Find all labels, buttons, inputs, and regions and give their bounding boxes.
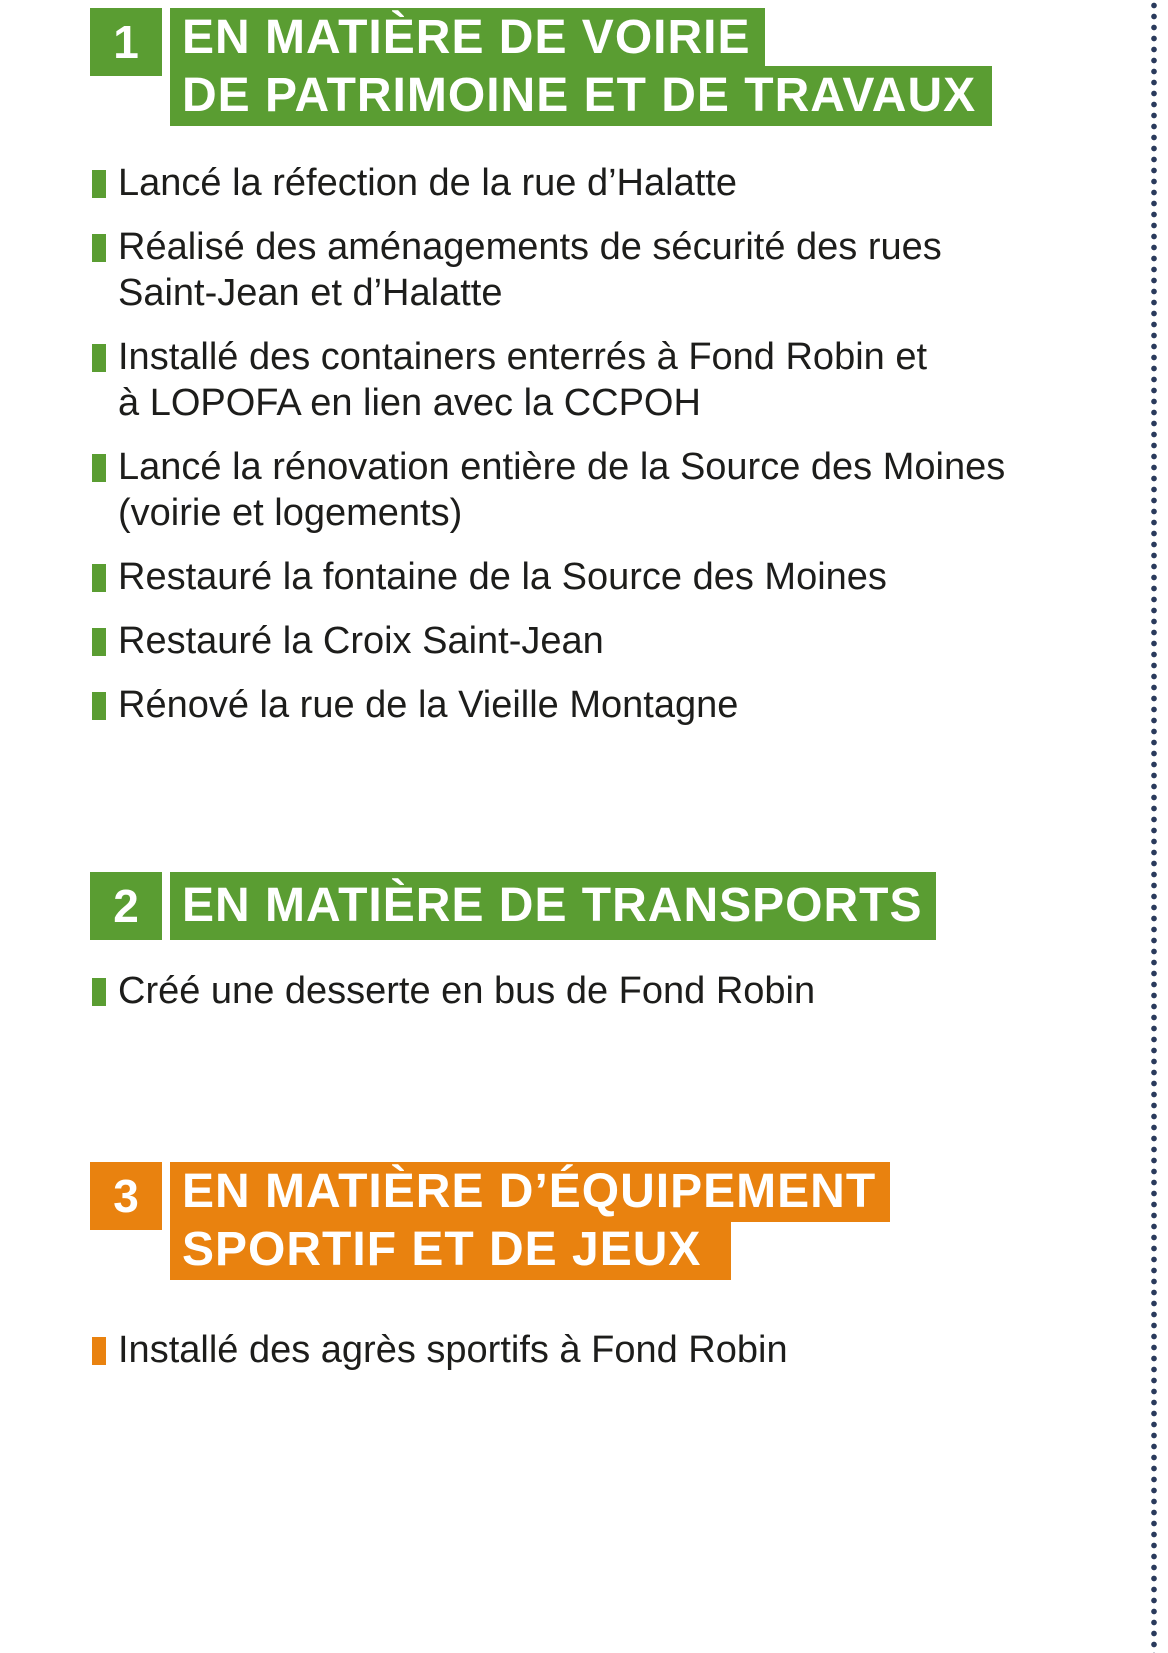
bullet-marker [92, 344, 106, 372]
section-title-line-1: EN MATIÈRE D’ÉQUIPEMENT [170, 1162, 890, 1222]
section-number: 2 [90, 872, 162, 940]
section-title-line-2: SPORTIF ET DE JEUX [170, 1220, 731, 1280]
list-item: Lancé la réfection de la rue d’Halatte [90, 160, 1005, 206]
bullet-marker [92, 978, 106, 1006]
bullet-marker [92, 234, 106, 262]
list-item: Installé des agrès sportifs à Fond Robin [90, 1327, 788, 1373]
list-item: Créé une desserte en bus de Fond Robin [90, 968, 815, 1014]
section-title-line-1: EN MATIÈRE DE TRANSPORTS [170, 872, 936, 940]
list-item: Restauré la Croix Saint-Jean [90, 618, 1005, 664]
section-title-line-2: DE PATRIMOINE ET DE TRAVAUX [170, 66, 992, 126]
list-item: Restauré la fontaine de la Source des Moines [90, 554, 1005, 600]
bullet-marker [92, 1337, 106, 1365]
bullet-marker [92, 628, 106, 656]
list-item: Installé des containers enterrés à Fond Robin et à LOPOFA en lien avec la CCPOH [90, 334, 1005, 426]
achievement-list [90, 160, 1005, 746]
list-item: Réalisé des aménagements de sécurité des rues Saint-Jean et d’Halatte [90, 224, 1005, 316]
bullet-marker [92, 692, 106, 720]
bullet-marker [92, 564, 106, 592]
section-number: 1 [90, 8, 162, 76]
bullet-marker [92, 170, 106, 198]
achievement-list [90, 1327, 788, 1391]
section-title-line-1: EN MATIÈRE DE VOIRIE [170, 8, 765, 68]
list-item: Rénové la rue de la Vieille Montagne [90, 682, 1005, 728]
section-number: 3 [90, 1162, 162, 1230]
dotted-border [1150, 0, 1158, 1653]
bullet-marker [92, 454, 106, 482]
achievement-list [90, 968, 815, 1032]
list-item: Lancé la rénovation entière de la Source des Moines (voirie et logements) [90, 444, 1005, 536]
